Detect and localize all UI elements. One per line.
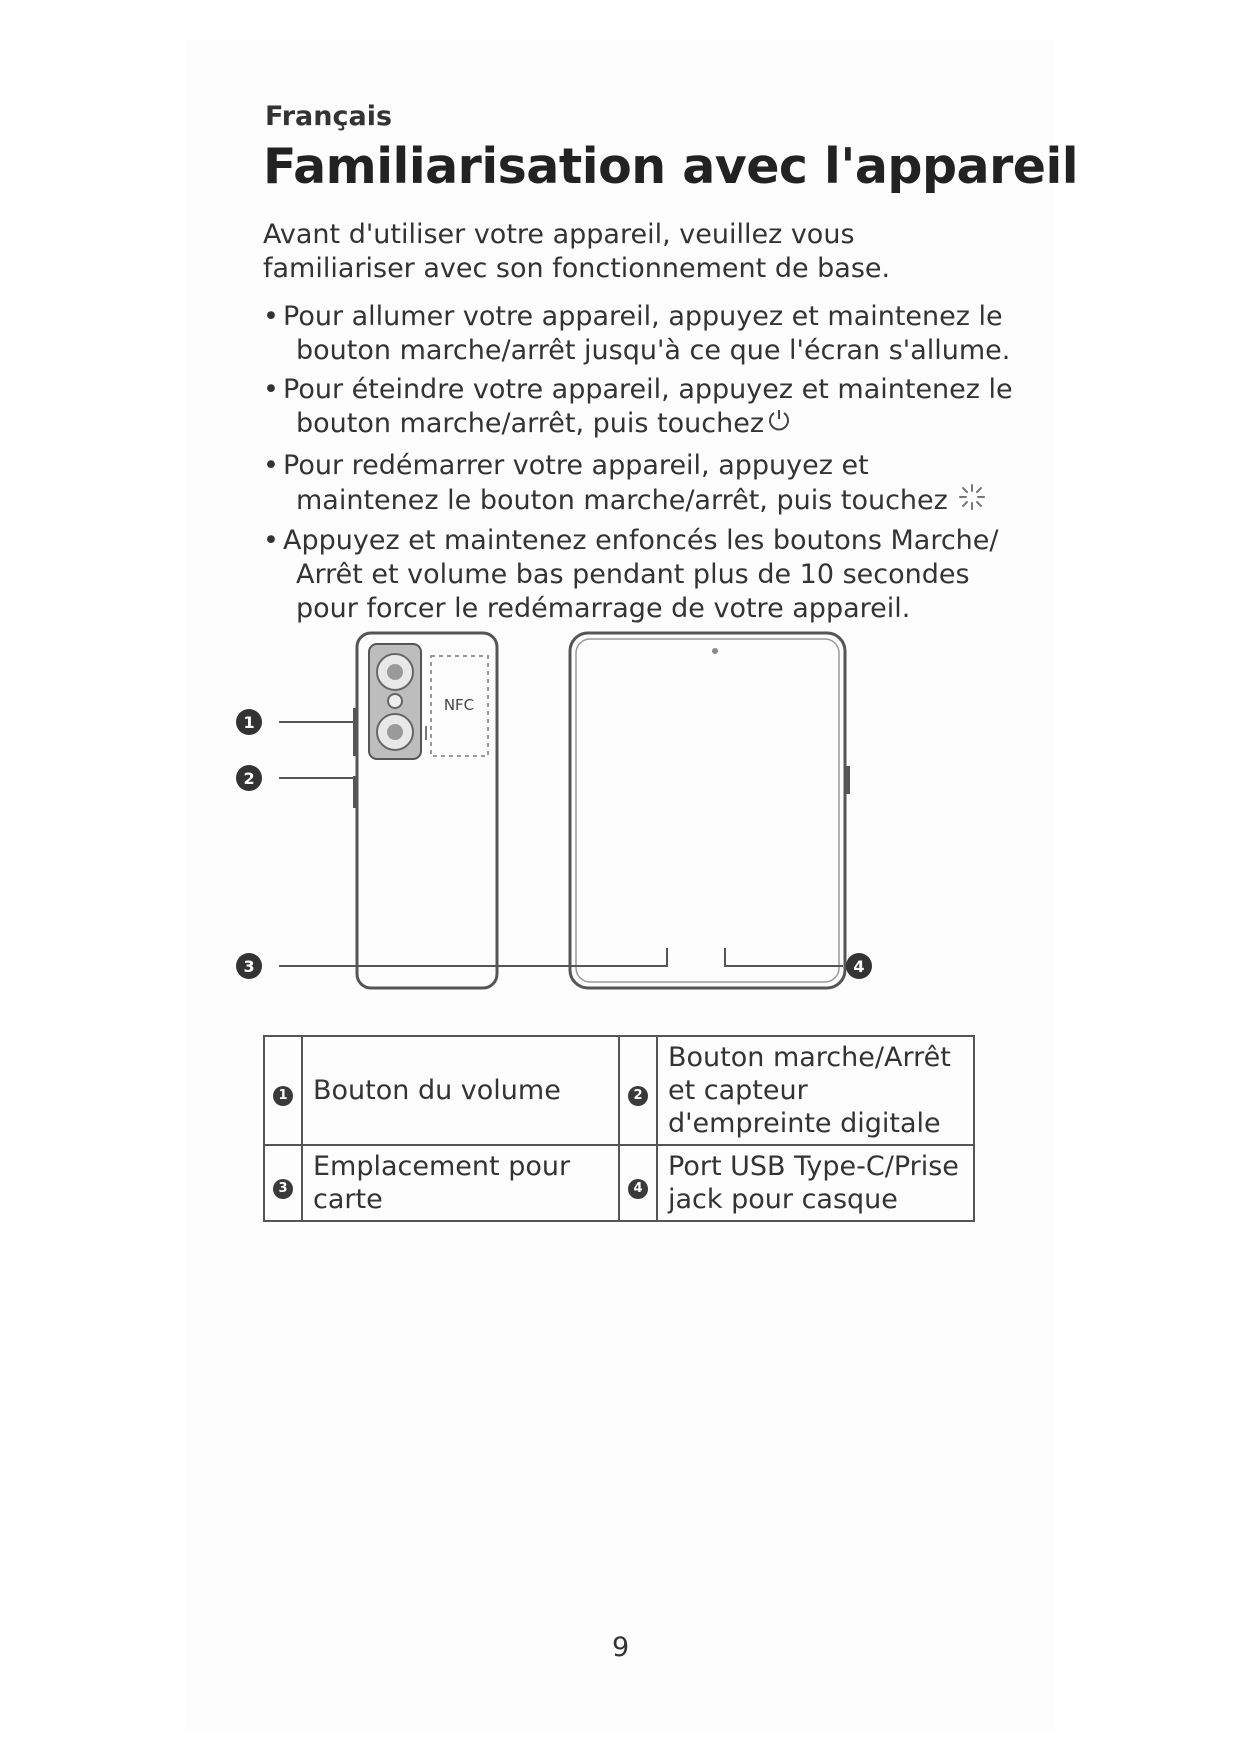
legend-number-cell: [619, 1036, 657, 1145]
legend-label-cell: Bouton marche/Arrêt et capteur d'empreinte digitale: [657, 1036, 974, 1145]
callout-badge: 4: [628, 1179, 648, 1199]
callout-badge: 2: [628, 1086, 648, 1106]
legend-label-cell: Port USB Type-C/Prise jack pour casque: [657, 1145, 974, 1221]
table-row: [264, 1036, 974, 1145]
camera-module: [369, 644, 426, 759]
bullet-force-restart: • Appuyez et maintenez enfoncés les boutons Marche/ Arrêt et volume bas pendant plus de 10 secondes pour forcer le redémarrage de votre appareil.: [263, 524, 1023, 626]
table-row: [264, 1145, 974, 1221]
nfc-label: NFC: [443, 696, 475, 714]
power-button-illustration: [353, 776, 358, 808]
legend-number-cell: [619, 1145, 657, 1221]
side-button-illustration: [845, 766, 850, 794]
bullet-text: pour forcer le redémarrage de votre appareil.: [296, 593, 911, 624]
page-number: 9: [612, 1632, 630, 1663]
bullet-text: bouton marche/arrêt, puis touchez: [296, 408, 764, 439]
legend-table: [263, 1035, 975, 1222]
callout-4-label: 4: [853, 957, 865, 976]
restart-icon: [958, 483, 986, 520]
bullet-power-off: • Pour éteindre votre appareil, appuyez et maintenez le bouton marche/arrêt, puis touchez: [263, 373, 1023, 442]
callout-3-label: 3: [243, 957, 255, 976]
callout-1-label: 1: [243, 713, 255, 732]
front-camera-dot: [712, 648, 718, 654]
volume-button-illustration: [353, 708, 358, 756]
power-icon: [766, 407, 792, 442]
phone-front-illustration: [570, 633, 845, 988]
callout-badge: 3: [273, 1179, 293, 1199]
bullet-text: Pour allumer votre appareil, appuyez et maintenez le: [283, 301, 1003, 332]
bullet-text: Appuyez et maintenez enfoncés les boutons Marche/: [283, 525, 999, 556]
device-diagram: [243, 628, 990, 1028]
page-title: Familiarisation avec l'appareil: [263, 138, 1079, 195]
bullet-text: Arrêt et volume bas pendant plus de 10 secondes: [296, 559, 970, 590]
bullet-text: bouton marche/arrêt jusqu'à ce que l'écran s'allume.: [296, 335, 1011, 366]
callout-2-label: 2: [243, 769, 255, 788]
intro-paragraph: Avant d'utiliser votre appareil, veuillez vous familiariser avec son fonctionnement de base.: [263, 219, 891, 284]
callout-badge: 1: [273, 1086, 293, 1106]
bullet-power-on: • Pour allumer votre appareil, appuyez et maintenez le bouton marche/arrêt jusqu'à ce que l'écran s'allume.: [263, 300, 1023, 368]
legend-label-cell: Bouton du volume: [302, 1036, 619, 1145]
bullet-restart: • Pour redémarrer votre appareil, appuyez et maintenez le bouton marche/arrêt, puis touchez: [263, 449, 1023, 520]
legend-label-cell: Emplacement pour carte: [302, 1145, 619, 1221]
bullet-text: Pour éteindre votre appareil, appuyez et maintenez le: [283, 374, 1013, 405]
legend-number-cell: [264, 1145, 302, 1221]
bullet-text: Pour redémarrer votre appareil, appuyez et: [283, 450, 869, 481]
bullet-text: maintenez le bouton marche/arrêt, puis touchez: [296, 485, 948, 516]
language-label: Français: [265, 101, 393, 132]
legend-number-cell: [264, 1036, 302, 1145]
